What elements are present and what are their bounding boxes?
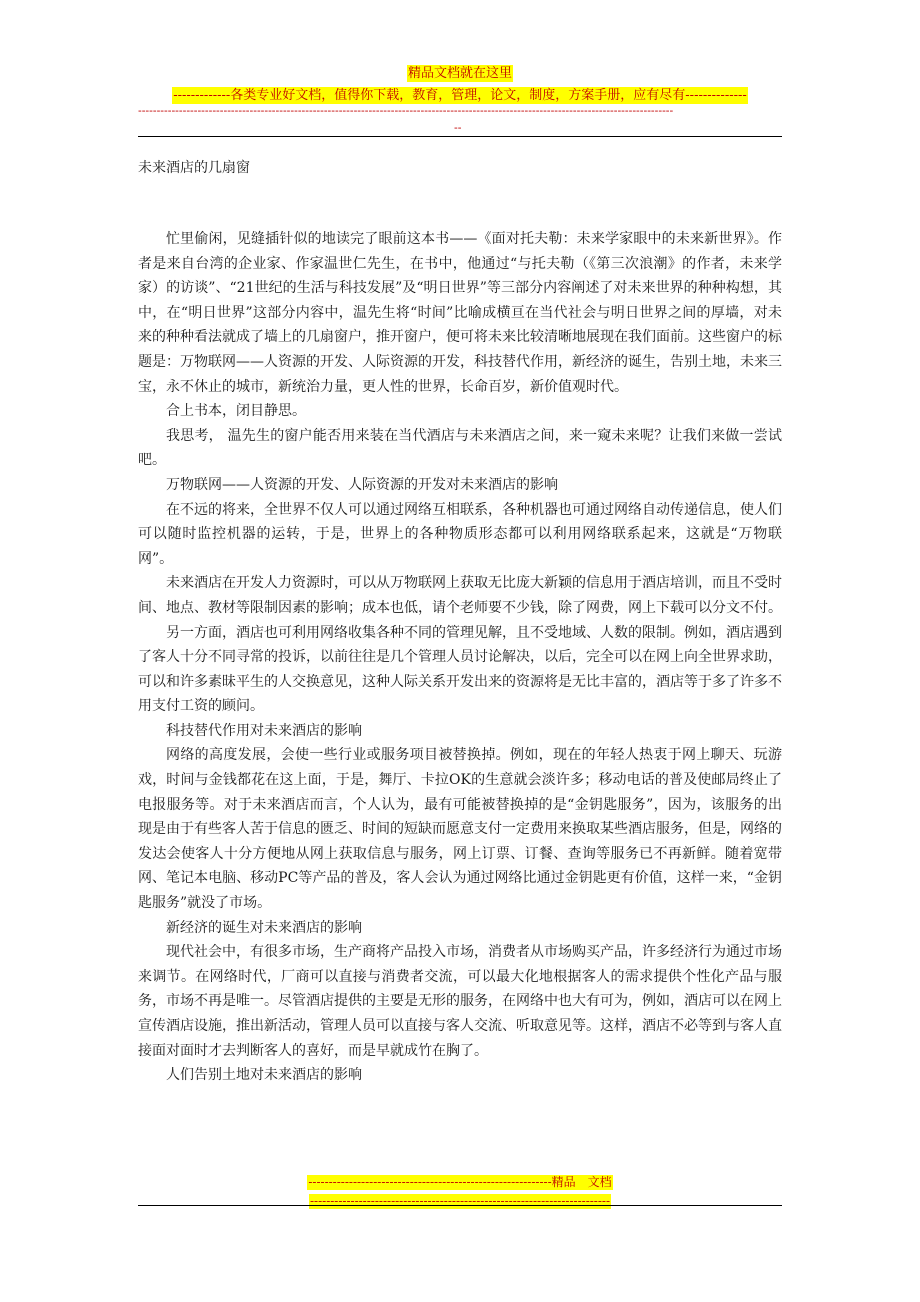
section-heading: 新经济的诞生对未来酒店的影响 — [166, 919, 362, 936]
paragraph: 现代社会中，有很多市场，生产商将产品投入市场，消费者从市场购买产品，许多经济行为通过市场来调节。在网络时代，厂商可以直接与消费者交流，可以最大化地根据客人的需求提供个性化产品与服务，市场不再是唯一。尽管酒店提供的主要是无形的服务，在网络中也大有可为，例如，酒店可以在网上宣传酒店设施，推出新活动，管理人员可以直接与客人交流、听取意见等。这样，酒店不必等到与客人直接面对面时才去判断客人的喜好，而是早就成竹在胸了。 — [138, 944, 782, 1059]
header-title: 精品文档就在这里 — [407, 66, 512, 81]
paragraph: 未来酒店在开发人力资源时，可以从万物联网上获取无比庞大新颖的信息用于酒店培训，而且不受时间、地点、教材等限制因素的影响；成本也低，请个老师要不少钱，除了网费，网上下载可以分文不付。 — [138, 575, 782, 616]
footer-line-2: -------------------------------------------------------------------------- — [309, 1194, 611, 1208]
document-body — [138, 227, 782, 1088]
section-heading: 人们告别土地对未来酒店的影响 — [166, 1067, 362, 1084]
document-title: 未来酒店的几扇窗 — [138, 160, 250, 176]
paragraph: 另一方面，酒店也可利用网络收集各种不同的管理见解，且不受地域、人数的限制。例如，酒店遇到了客人十分不同寻常的投诉，以前往往是几个管理人员讨论解决，以后，完全可以在网上向全世界求助，可以和许多素昧平生的人交换意见，这种人际关系开发出来的资源将是无比丰富的，酒店等于多了许多不用支付工资的顾问。 — [138, 624, 782, 715]
header-separator-tail: -- — [454, 121, 462, 134]
section-heading: 科技替代作用对未来酒店的影响 — [166, 722, 362, 739]
footer-rule — [138, 1205, 782, 1206]
paragraph: 我思考， 温先生的窗户能否用来装在当代酒店与未来酒店之间，来一窥未来呢？让我们来做一尝试吧。 — [138, 427, 782, 469]
footer-banner — [292, 1171, 628, 1209]
paragraph: 在不远的将来，全世界不仅人可以通过网络互相联系，各种机器也可通过网络自动传递信息，使人们可以随时监控机器的运转，于是，世界上的各种物质形态都可以利用网络联系起来，这就是“万物联网”。 — [138, 501, 782, 567]
section-heading: 万物联网——人资源的开发、人际资源的开发对未来酒店的影响 — [166, 476, 558, 493]
paragraph: 合上书本，闭目静思。 — [166, 403, 306, 420]
header-separator: ------------------------------------------------------------------------------------------------------------------------------------------------ — [138, 104, 674, 117]
header-tagline: -------------各类专业好文档，值得你下载，教育，管理，论文，制度，方案手册，应有尽有-------------- — [173, 88, 747, 103]
header-banner — [138, 62, 782, 104]
paragraph: 网络的高度发展，会使一些行业或服务项目被替换掉。例如，现在的年轻人热衷于网上聊天、玩游戏，时间与金钱都花在这上面，于是，舞厅、卡拉OK的生意就会淡许多；移动电话的普及使邮局终止了电报服务等。对于未来酒店而言，个人认为，最有可能被替换掉的是“金钥匙服务”，因为，该服务的出现是由于有些客人苦于信息的匮乏、时间的短缺而愿意支付一定费用来换取某些酒店服务，但是，网络的发达会使客人十分方便地从网上获取信息与服务，网上订票、订餐、查询等服务已不再新鲜。随着宽带网、笔记本电脑、移动PC等产品的普及，客人会认为通过网络比通过金钥匙更有价值，这样一来，“金钥匙服务”就没了市场。 — [138, 747, 782, 912]
header-rule — [138, 136, 782, 137]
footer-line-1: ------------------------------------------------------------精品 文档 — [308, 1175, 612, 1189]
paragraph: 忙里偷闲，见缝插针似的地读完了眼前这本书——《面对托夫勒：未来学家眼中的未来新世界》。作者是来自台湾的企业家、作家温世仁先生，在书中，他通过“与托夫勒（《第三次浪潮》的作者，未来学家）的访谈”、“21世纪的生活与科技发展”及“明日世界”等三部分内容阐述了对未来世界的种种构想，其中，在“明日世界”这部分内容中，温先生将“时间”比喻成横亘在当代社会与明日世界之间的厚墙，对未来的种种看法就成了墙上的几扇窗户，推开窗户，便可将未来比较清晰地展现在我们面前。这些窗户的标题是：万物联网——人资源的开发、人际资源的开发，科技替代作用，新经济的诞生，告别土地，未来三宝，永不休止的城市，新统治力量，更人性的世界，长命百岁，新价值观时代。 — [138, 231, 782, 395]
